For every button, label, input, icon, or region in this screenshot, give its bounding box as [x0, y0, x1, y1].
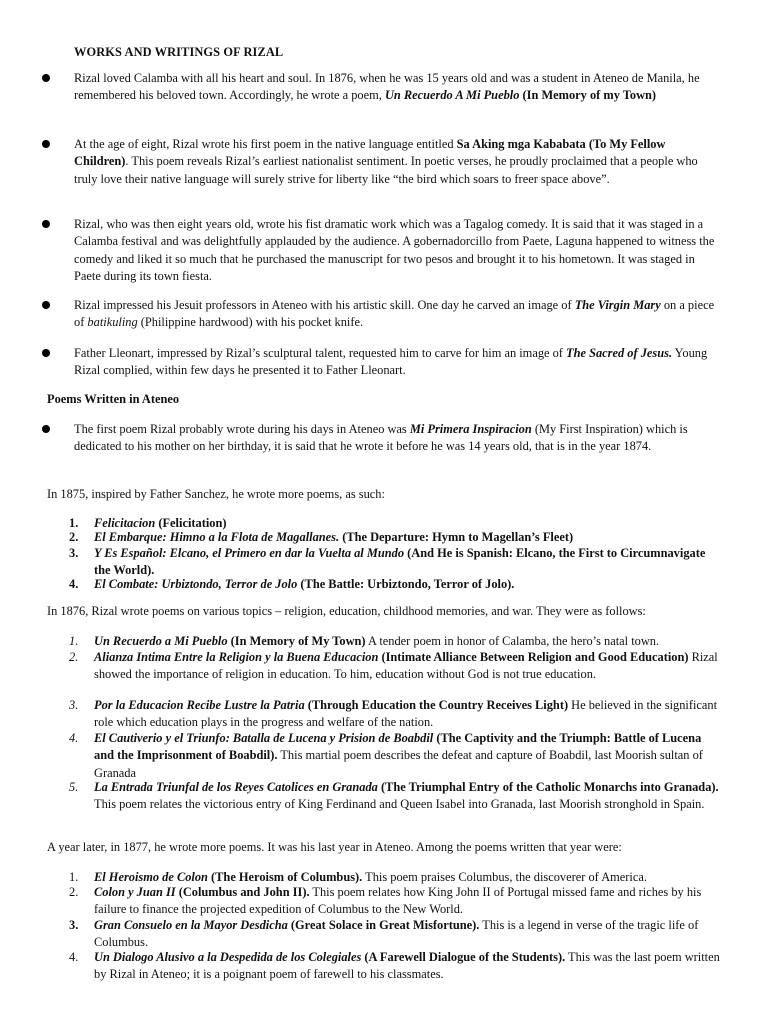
list-item: 5. La Entrada Triunfal de los Reyes Catolices en Granada (The Triumphal Entry of the Catholic Monarchs into Granada). This poem relates the victorious entry of King Ferdinand and Queen Isabel into Granada, last Moorish stronghold in Spain.: [69, 780, 719, 812]
list-item: 1. Un Recuerdo a Mi Pueblo (In Memory of My Town) A tender poem in honor of Calamba, the hero’s natal town.: [69, 634, 660, 648]
list-item: 3. Y Es Español: Elcano, el Primero en dar la Vuelta al Mundo (And He is Spanish: Elcano, the First to Circumnavigate the World).: [69, 546, 706, 578]
bullet-dot-icon: [42, 425, 50, 433]
list-item: 4. El Cautiverio y el Triunfo: Batalla de Lucena y Prision de Boabdil (The Captivity and the Triumph: Battle of Lucena and the Imprisonment of Boabdil). This martial poem describes the defeat and capture of Boabdil, last Moorish sultan of Granada: [69, 731, 703, 780]
list-item: 2. Colon y Juan II (Columbus and John II). This poem relates how King John II of Portugal missed fame and riches by his failure to finance the projected expedition of Columbus to the New World.: [69, 885, 702, 917]
bullet-item: The first poem Rizal probably wrote during his days in Ateneo was Mi Primera Inspiracion (My First Inspiration) which is dedicated to his mother on her birthday, it is said that he wrote it before he was 14 years old, that is in the year 1874.: [74, 421, 720, 456]
list-item: 2. El Embarque: Himno a la Flota de Magallanes. (The Departure: Hymn to Magellan’s Fleet): [69, 530, 574, 544]
bullet-dot-icon: [42, 220, 50, 228]
list-item: 3. Por la Educacion Recibe Lustre la Patria (Through Education the Country Receives Light) He believed in the significant role which education plays in the progress and welfare of the nation.: [69, 698, 718, 730]
bullet-dot-icon: [42, 140, 50, 148]
bullet-item: Father Lleonart, impressed by Rizal’s sculptural talent, requested him to carve for him an image of The Sacred of Jesus. Young Rizal complied, within few days he presented it to Father Lleonart.: [74, 345, 720, 380]
list-item: 4. Un Dialogo Alusivo a la Despedida de los Colegiales (A Farewell Dialogue of the Students). This was the last poem written by Rizal in Ateneo; it is a poignant poem of farewell to his classmates.: [69, 950, 720, 982]
bullet-item: Rizal, who was then eight years old, wrote his fist dramatic work which was a Tagalog comedy. It is said that it was staged in a Calamba festival and was delightfully applauded by the audience. A gobernadorcillo from Paete, Laguna happened to witness the comedy and liked it so much that he purchased the manuscript for two pesos and brought it to his hometown. It was staged in Paete during its town fiesta.: [74, 216, 720, 286]
page-title: WORKS AND WRITINGS OF RIZAL: [74, 45, 284, 59]
list-item: 1. Felicitacion (Felicitation): [69, 516, 227, 530]
bullet-item: Rizal impressed his Jesuit professors in Ateneo with his artistic skill. One day he carved an image of The Virgin Mary on a piece of batikuling (Philippine hardwood) with his pocket knife.: [74, 297, 720, 332]
bullet-dot-icon: [42, 349, 50, 357]
list-item: 2. Alianza Intima Entre la Religion y la Buena Educacion (Intimate Alliance Between Religion and Good Education) Rizal showed the importance of religion in education. To him, education without God is not true education.: [69, 650, 718, 682]
list-item: 4. El Combate: Urbiztondo, Terror de Jolo (The Battle: Urbiztondo, Terror of Jolo).: [69, 577, 515, 591]
list-item: 1. El Heroismo de Colon (The Heroism of Columbus). This poem praises Columbus, the discoverer of America.: [69, 870, 647, 884]
section-heading: Poems Written in Ateneo: [47, 392, 180, 406]
bullet-dot-icon: [42, 74, 50, 82]
paragraph: A year later, in 1877, he wrote more poems. It was his last year in Ateneo. Among the poems written that year were:: [47, 840, 622, 854]
paragraph: In 1875, inspired by Father Sanchez, he wrote more poems, as such:: [47, 487, 385, 501]
paragraph: In 1876, Rizal wrote poems on various topics – religion, education, childhood memories, and war. They were as follows:: [47, 604, 646, 618]
bullet-item: Rizal loved Calamba with all his heart and soul. In 1876, when he was 15 years old and was a student in Ateneo de Manila, he remembered his beloved town. Accordingly, he wrote a poem, Un Recuerdo A Mi Pueblo (In Memory of my Town): [74, 70, 720, 105]
bullet-dot-icon: [42, 301, 50, 309]
list-item: 3. Gran Consuelo en la Mayor Desdicha (Great Solace in Great Misfortune). This is a legend in verse of the tragic life of Columbus.: [69, 918, 699, 950]
bullet-item: At the age of eight, Rizal wrote his first poem in the native language entitled Sa Aking mga Kababata (To My Fellow Children). This poem reveals Rizal’s earliest nationalist sentiment. In poetic verses, he proudly proclaimed that a people who truly love their native language will surely strive for liberty like “the bird which soars to freer space above”.: [74, 136, 720, 188]
